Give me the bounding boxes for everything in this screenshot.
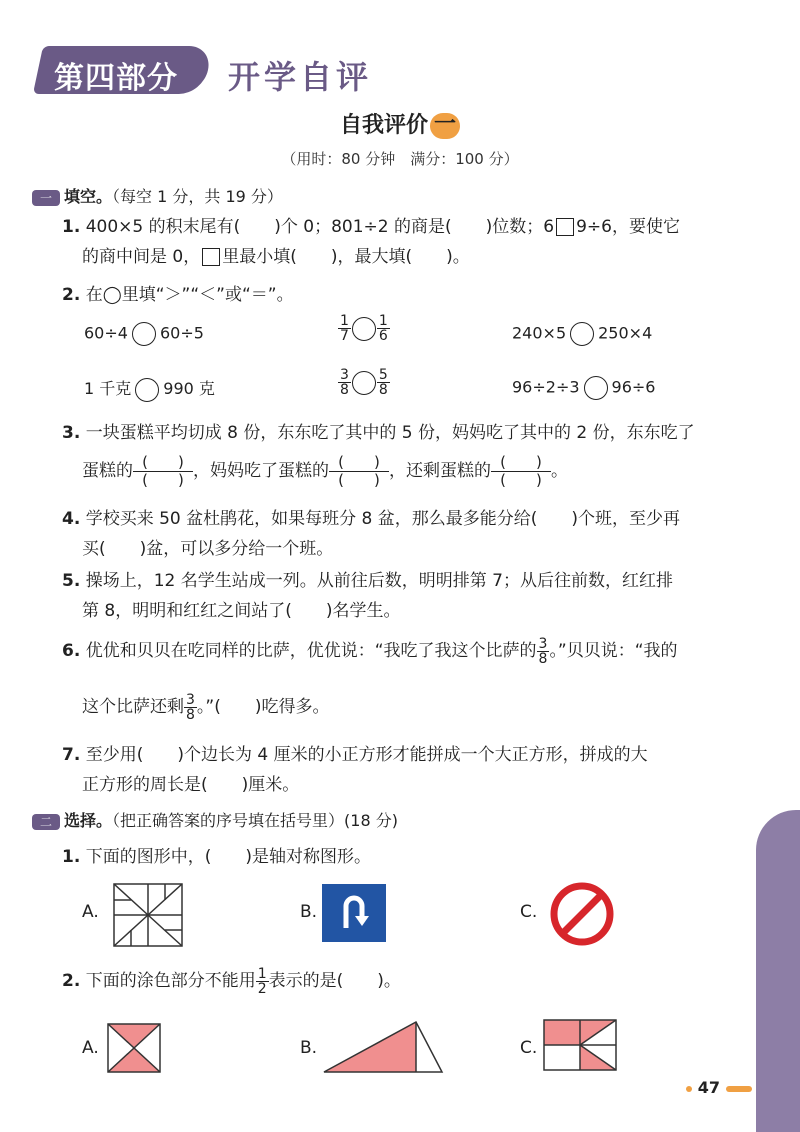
num: 3 bbox=[340, 367, 349, 383]
part-banner-text: 第四部分 bbox=[54, 61, 178, 96]
page-number-text: 47 bbox=[697, 1078, 720, 1097]
no-entry-sign-icon bbox=[548, 880, 616, 948]
compare-1b bbox=[338, 314, 390, 343]
num: 5 bbox=[378, 367, 388, 383]
option-b-label-2[interactable]: B. bbox=[300, 1038, 318, 1058]
text: 买( )盆，可以多分给一个班。 bbox=[82, 539, 334, 559]
den: 8 bbox=[538, 650, 548, 667]
den: ( ) bbox=[491, 471, 551, 489]
compare-circle[interactable] bbox=[352, 371, 376, 395]
qnum: 4. bbox=[62, 509, 81, 529]
compare-1c bbox=[512, 322, 652, 346]
section-two-heading bbox=[32, 808, 398, 831]
fraction bbox=[377, 368, 390, 397]
blank-fraction[interactable] bbox=[329, 454, 389, 488]
num: 3 bbox=[186, 691, 195, 708]
text: 一块蛋糕平均切成 8 份，东东吃了其中的 5 份，妈妈吃了其中的 2 份，东东吃了 bbox=[85, 423, 695, 443]
den: 6 bbox=[378, 328, 388, 344]
right: 250×4 bbox=[598, 323, 653, 343]
text: 下面的涂色部分不能用 bbox=[85, 971, 256, 991]
den: ( ) bbox=[329, 471, 389, 489]
compare-1a bbox=[84, 322, 204, 346]
fraction bbox=[338, 314, 351, 343]
section-one-note: （每空 1 分，共 19 分） bbox=[112, 187, 283, 206]
text: 第 8，明明和红红之间站了( )名学生。 bbox=[82, 601, 401, 621]
question-1-4 bbox=[62, 504, 680, 564]
right: 96÷6 bbox=[611, 377, 656, 397]
right: 990 克 bbox=[163, 379, 215, 398]
section-two-note: （把正确答案的序号填在括号里）(18 分) bbox=[112, 811, 398, 830]
question-1-1 bbox=[62, 212, 680, 272]
u-turn-sign-icon bbox=[322, 884, 386, 942]
question-2-2 bbox=[62, 966, 401, 996]
text: ，还剩蛋糕的 bbox=[389, 461, 491, 481]
num: 1 bbox=[257, 965, 267, 982]
text: ，妈妈吃了蛋糕的 bbox=[193, 461, 329, 481]
question-2-1 bbox=[62, 842, 371, 872]
question-1-5 bbox=[62, 566, 673, 626]
option-a-label-2[interactable]: A. bbox=[82, 1038, 99, 1058]
text: 表示的是( )。 bbox=[268, 971, 401, 991]
qnum: 2. bbox=[62, 971, 81, 991]
fraction bbox=[377, 314, 390, 343]
grid-rectangle-figure bbox=[542, 1018, 618, 1072]
part-title: 开学自评 bbox=[228, 58, 373, 96]
section-one-title: 填空。 bbox=[64, 187, 113, 206]
left: 60÷4 bbox=[84, 323, 128, 343]
question-1-7 bbox=[62, 740, 648, 800]
text: 9÷6，要使它 bbox=[576, 217, 680, 237]
section-two-title: 选择。 bbox=[64, 811, 113, 830]
time-score-meta: （用时：80 分钟 满分：100 分） bbox=[281, 150, 519, 168]
compare-2c bbox=[512, 376, 655, 400]
qnum: 5. bbox=[62, 571, 81, 591]
text: 。”( )吃得多。 bbox=[196, 697, 330, 717]
section-one-heading bbox=[32, 184, 283, 207]
question-1-2 bbox=[62, 280, 294, 310]
triangle-figure bbox=[322, 1018, 446, 1074]
left: 1 千克 bbox=[84, 379, 132, 398]
num: 1 bbox=[340, 313, 349, 329]
text: 正方形的周长是( )厘米。 bbox=[82, 775, 300, 795]
compare-2b bbox=[338, 368, 390, 397]
text: 至少用( )个边长为 4 厘米的小正方形才能拼成一个大正方形，拼成的大 bbox=[85, 745, 648, 765]
num: ( ) bbox=[338, 453, 380, 471]
text: 这个比萨还剩 bbox=[82, 697, 184, 717]
blank-box[interactable] bbox=[202, 248, 220, 266]
den: 8 bbox=[378, 382, 388, 398]
den: 7 bbox=[340, 328, 349, 344]
qnum: 1. bbox=[62, 847, 81, 867]
fraction bbox=[537, 637, 550, 666]
dot-icon bbox=[686, 1086, 692, 1092]
den: 2 bbox=[257, 980, 267, 997]
compare-circle[interactable] bbox=[584, 376, 608, 400]
option-a-label[interactable]: A. bbox=[82, 902, 99, 922]
side-tab-decoration bbox=[756, 810, 800, 1132]
right: 60÷5 bbox=[159, 323, 204, 343]
pinwheel-figure bbox=[110, 880, 186, 950]
fraction bbox=[338, 368, 351, 397]
den: ( ) bbox=[133, 471, 193, 489]
eval-badge: 一 bbox=[430, 113, 460, 139]
option-c-label[interactable]: C. bbox=[520, 902, 538, 922]
num: ( ) bbox=[500, 453, 542, 471]
qnum: 1. bbox=[62, 217, 81, 237]
left: 240×5 bbox=[512, 323, 567, 343]
text: 。 bbox=[551, 461, 568, 481]
blank-fraction[interactable] bbox=[133, 454, 193, 488]
den: 8 bbox=[186, 706, 195, 723]
text: 学校买来 50 盆杜鹃花，如果每班分 8 盆，那么最多能分给( )个班，至少再 bbox=[85, 509, 681, 529]
num: 1 bbox=[378, 313, 388, 329]
qnum: 7. bbox=[62, 745, 81, 765]
text: 下面的图形中，( )是轴对称图形。 bbox=[85, 847, 371, 867]
compare-2a bbox=[84, 376, 215, 402]
option-c-label-2[interactable]: C. bbox=[520, 1038, 538, 1058]
qnum: 2. bbox=[62, 285, 81, 305]
left: 96÷2÷3 bbox=[512, 377, 580, 397]
compare-circle[interactable] bbox=[135, 378, 159, 402]
eval-title-text: 自我评价 bbox=[339, 113, 428, 138]
fraction bbox=[256, 967, 269, 996]
num: ( ) bbox=[142, 453, 184, 471]
eval-title bbox=[0, 108, 800, 139]
text: 操场上，12 名学生站成一列。从前往后数，明明排第 7；从后往前数，红红排 bbox=[85, 571, 673, 591]
dash-icon bbox=[726, 1086, 752, 1092]
blank-fraction[interactable] bbox=[491, 454, 551, 488]
text: 优优和贝贝在吃同样的比萨，优优说：“我吃了我这个比萨的 bbox=[85, 641, 537, 661]
compare-circle[interactable] bbox=[132, 322, 156, 346]
section-one-icon: 一 bbox=[32, 190, 60, 206]
text: 。”贝贝说：“我的 bbox=[549, 641, 678, 661]
hourglass-square-figure bbox=[106, 1022, 162, 1074]
question-1-6 bbox=[62, 636, 678, 722]
text: 在◯里填“＞”“＜”或“＝”。 bbox=[85, 285, 294, 305]
question-1-3 bbox=[62, 418, 695, 488]
den: 8 bbox=[340, 382, 349, 398]
text: 蛋糕的 bbox=[82, 461, 133, 481]
page-number bbox=[686, 1078, 752, 1097]
qnum: 3. bbox=[62, 423, 81, 443]
fraction bbox=[184, 693, 197, 722]
compare-circle[interactable] bbox=[352, 317, 376, 341]
compare-circle[interactable] bbox=[570, 322, 594, 346]
num: 3 bbox=[538, 635, 548, 652]
text: 的商中间是 0， bbox=[82, 247, 201, 267]
section-two-icon: 二 bbox=[32, 814, 60, 830]
text: 里最小填( )，最大填( )。 bbox=[222, 247, 470, 267]
text: 400×5 的积末尾有( )个 0；801÷2 的商是( )位数；6 bbox=[85, 217, 555, 237]
option-b-label[interactable]: B. bbox=[300, 902, 318, 922]
blank-box[interactable] bbox=[556, 218, 574, 236]
qnum: 6. bbox=[62, 641, 81, 661]
